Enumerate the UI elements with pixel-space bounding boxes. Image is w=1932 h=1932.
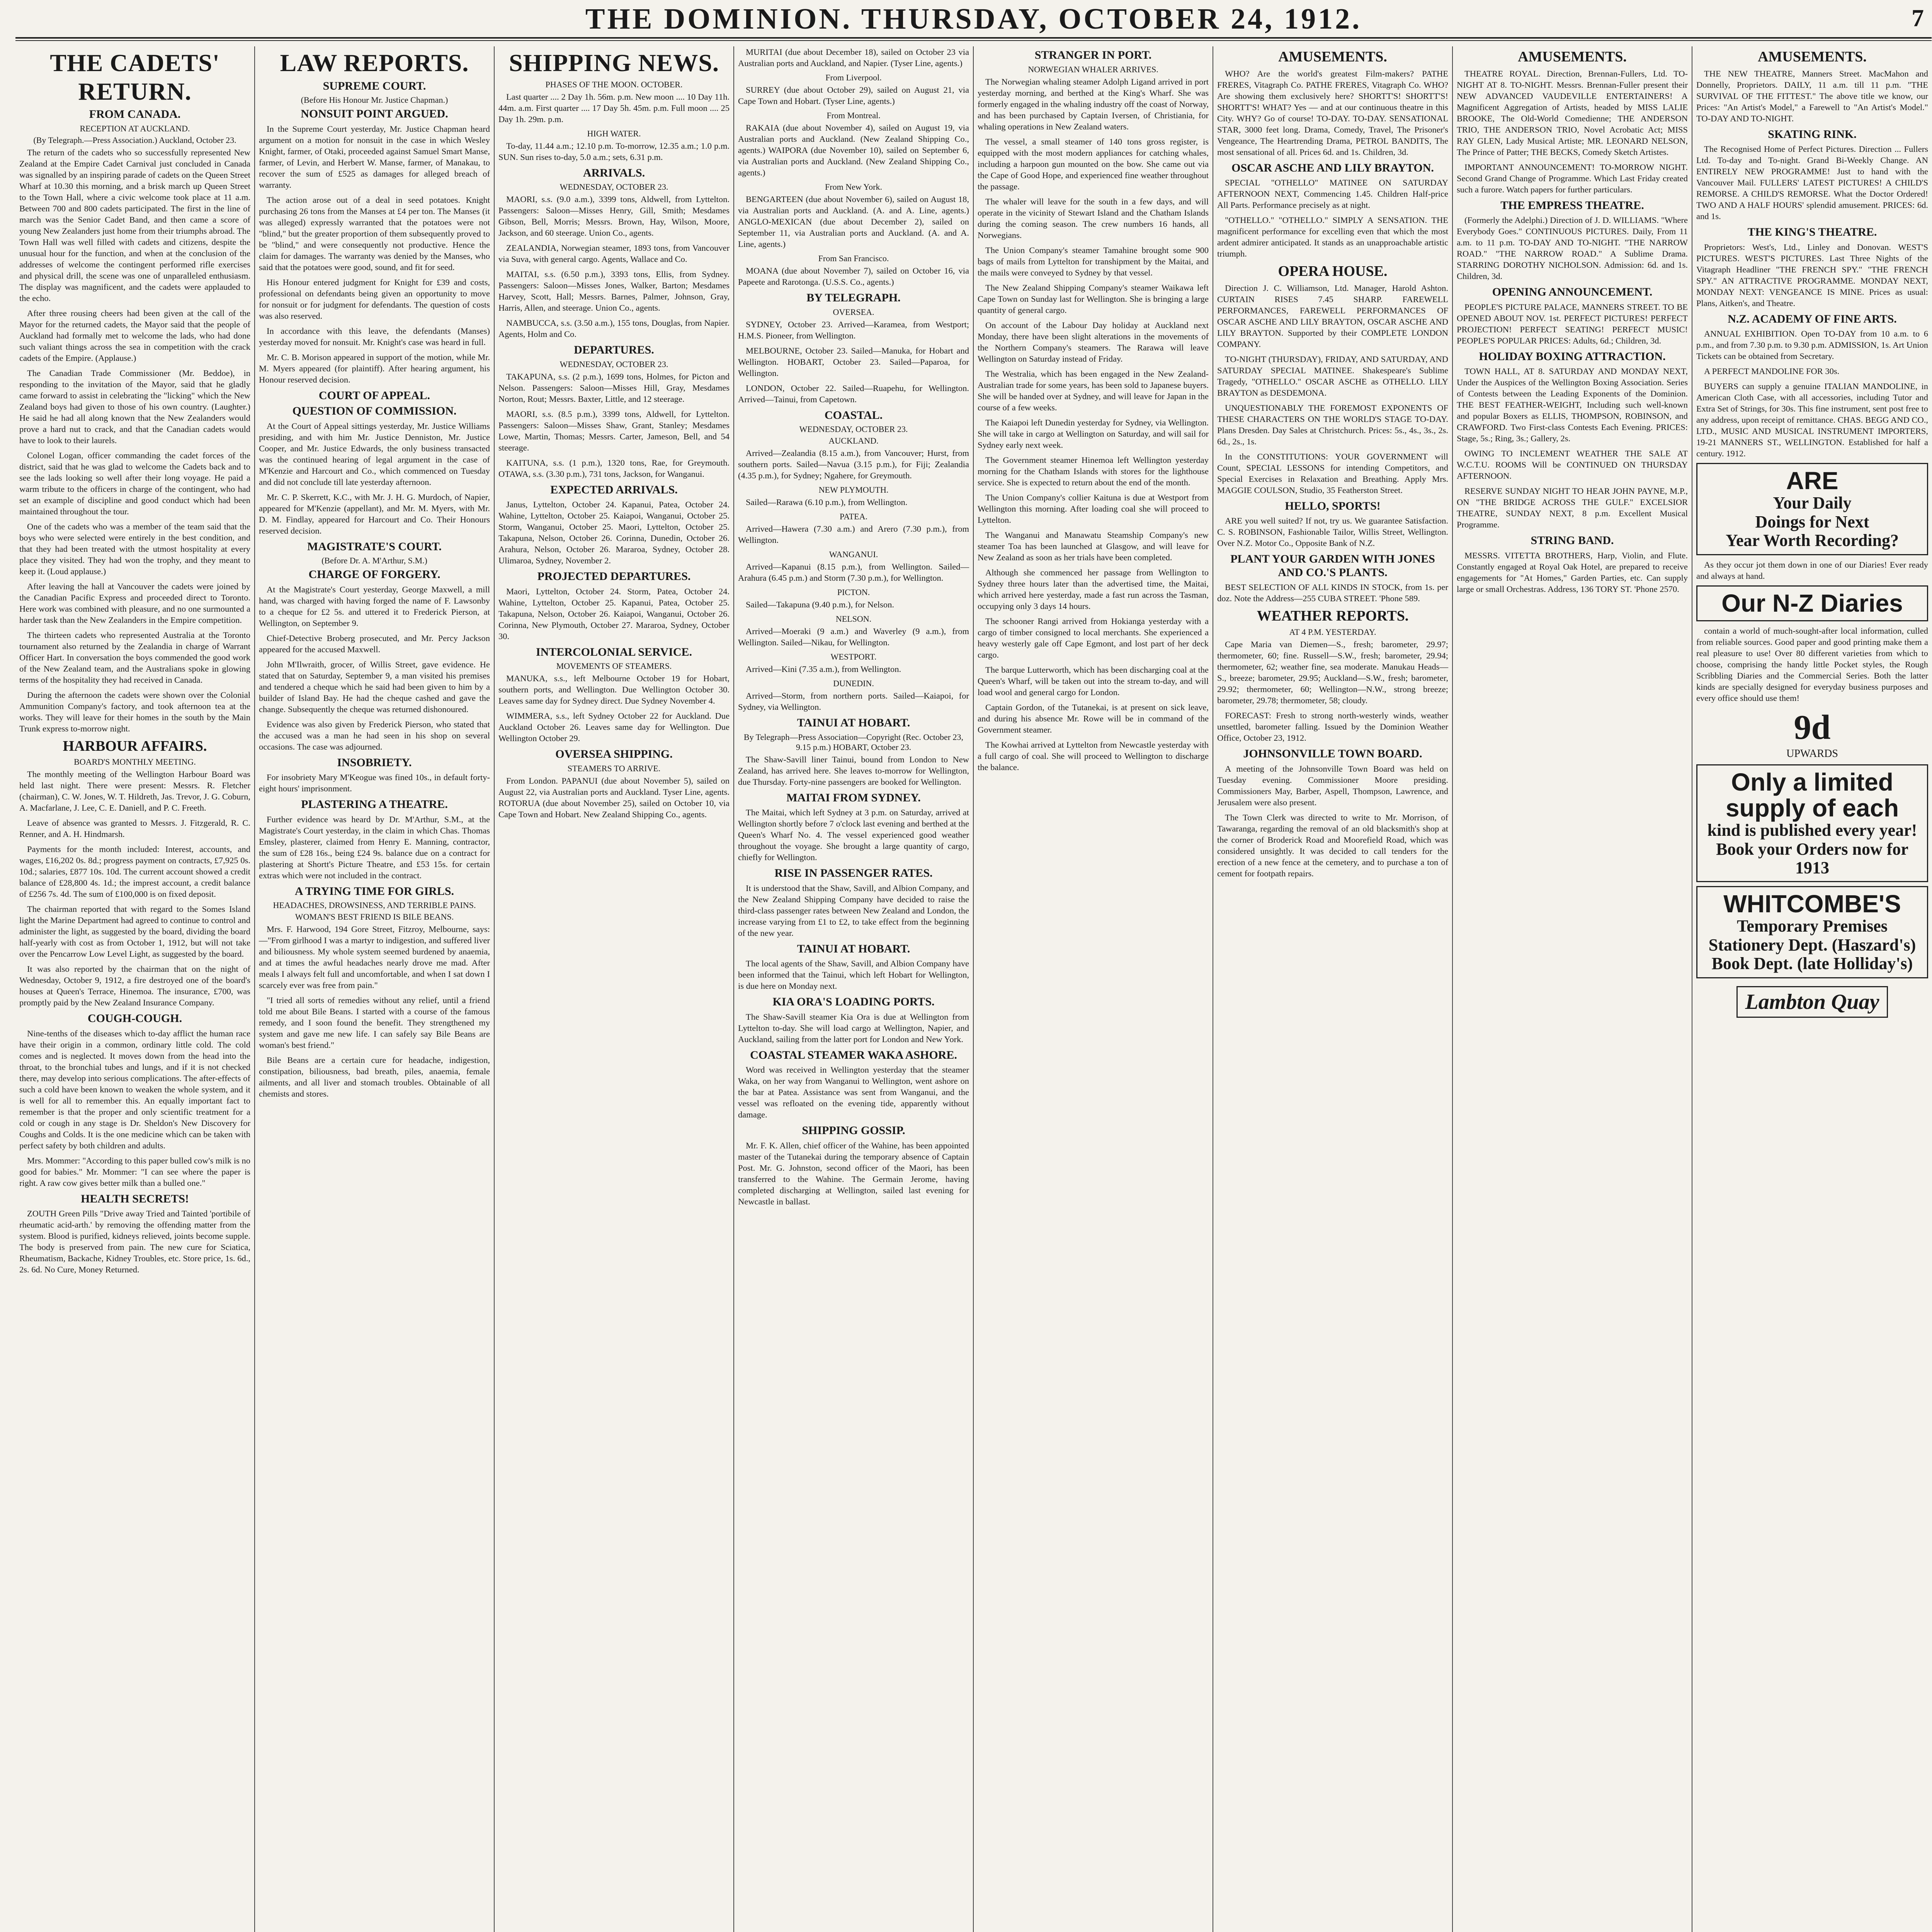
- advertisement-line: WHITCOMBE'S: [1723, 890, 1901, 918]
- subheading: From New York.: [825, 182, 882, 192]
- headline: SHIPPING NEWS.: [509, 49, 719, 77]
- article-paragraph: Further evidence was heard by Dr. M'Arthur, S.M., at the Magistrate's Court yesterday, in the claim in which Chas. Thomas Emsley, plasterer, claimed from Henry E. Manning, contractor, the sum of £28 16s., being £24 9s. balance due on a contract for plastering at Shortt's Picture Theatre, and £53 15s. for certain extras which were not included in the contract.: [259, 814, 490, 880]
- article-paragraph: The return of the cadets who so successfully represented New Zealand at the Empire Cadet Carnival just concluded in Canada was signalled by an inspiring parade of cadets on the Queen Street Wharf at 10.30 this morning, and a brisk march up Queen Street to the Town Hall, where a civic welcome took place at 11 a.m. Between 700 and 800 cadets participated. The first in the line of march was the Senior Cadet Band, and then came a score of young New Zealanders just home from their triumphs abroad. The Town Hall was well filled with cadets and citizens, despite the unusual hour for the function, and when at the conclusion of the addresses of welcome the contingent performed rifle exercises and physical drill, the scene was one of unparalleled enthusiasm. The display was magnificent, and the cadets were applauded to the echo.: [19, 147, 250, 303]
- article-paragraph: A meeting of the Johnsonville Town Board was held on Tuesday evening. Commissioner Moore presiding. Commissioners May, Barber, Aspell, Thompson, Lawrence, and Jerusalem were also present.: [1217, 764, 1448, 807]
- article-paragraph: The New Zealand Shipping Company's steamer Waikawa left Cape Town on Sunday last for Wellington. She is bringing a large quantity of general cargo.: [978, 282, 1209, 315]
- article-paragraph: The thirteen cadets who represented Australia at the Toronto tournament also returned by the Zealandia in charge of Warrant Officer Hart. In conversation the boys commended the good work of the New Zealand team, and the Australians spoke in glowing terms of the hospitality they had received in Canada.: [19, 630, 250, 685]
- article-paragraph: The Westralia, which has been engaged in the New Zealand-Australian trade for some years, has been sold to Japanese buyers. She will be handed over at Sydney, and will leave for Japan in the course of a few weeks.: [978, 369, 1209, 412]
- headline: COUGH-COUGH.: [87, 1012, 182, 1025]
- headline: COURT OF APPEAL.: [318, 389, 430, 402]
- column-8: [1692, 46, 1932, 1932]
- article-paragraph: Maori, Lyttelton, October 24. Storm, Patea, October 24. Wahine, Lyttelton, October 25. Kapanui, Patea, October 25. Takapuna, Nelson, October 26. Kaiapoi, Wanganui, October 26. Corinna, New Plymouth, October 27. Mararoa, Sydney, October 30.: [498, 586, 730, 641]
- article-paragraph: Proprietors: West's, Ltd., Linley and Donovan. WEST'S PICTURES. WEST'S PICTURES. Last Three Nights of the Vitagraph Headliner "THE FRENCH SPY." "THE FRENCH SPY." AN ATTRACTIVE PROGRAMME. MONDAY NEXT, MONDAY NEXT: VENGEANCE IS MINE. Prices as usual: Plans, Aitken's, and Theatre.: [1696, 242, 1928, 308]
- article-paragraph: Colonel Logan, officer commanding the cadet forces of the district, said that he was glad to welcome the Cadets back and to see the lads looking so well after their long voyage. He paid a warm tribute to the officers in charge of the contingent, who had set an example of discipline and good conduct which had been maintained throughout the tour.: [19, 450, 250, 516]
- advertisement-line: Doings for Next: [1755, 512, 1869, 531]
- headline: HOLIDAY BOXING ATTRACTION.: [1479, 350, 1666, 363]
- article-paragraph: BUYERS can supply a genuine ITALIAN MANDOLINE, in American Cloth Case, with all accessories, including Tutor and Extra Set of Strings, for 30s. This fine instrument, sent post free to any address, upon receipt of remittance. CHAS. BEGG AND CO., LTD., MUSIC AND MUSICAL INSTRUMENT IMPORTERS, 19-21 MANNERS ST., WELLINGTON. Established for half a century. 1912.: [1696, 381, 1928, 459]
- column-3: [495, 46, 734, 1932]
- article-paragraph: PEOPLE'S PICTURE PALACE, MANNERS STREET. TO BE OPENED ABOUT NOV. 1st. PERFECT PICTURES! PERFECT PROJECTION! PERFECT SEATING! PERFECT MUSIC! PEOPLE'S POPULAR PRICES: Adults, 6d.; Children, 3d.: [1457, 302, 1688, 345]
- advertisement-block: [1696, 463, 1928, 555]
- subheading: NORWEGIAN WHALER ARRIVES.: [1028, 64, 1158, 74]
- article-paragraph: RESERVE SUNDAY NIGHT TO HEAR JOHN PAYNE, M.P., ON "THE BRIDGE ACROSS THE GULF." EXCELSIOR THEATRE, SUNDAY NEXT, 8 p.m. Excellent Musical Programme.: [1457, 486, 1688, 530]
- column-6: [1213, 46, 1453, 1932]
- article-paragraph: IMPORTANT ANNOUNCEMENT! TO-MORROW NIGHT. Second Grand Change of Programme. Which Last Friday created such a furore. Watch papers for further particulars.: [1457, 162, 1688, 194]
- subheading: HIGH WATER.: [587, 128, 641, 138]
- headline: HARBOUR AFFAIRS.: [63, 738, 207, 754]
- headline: ARRIVALS.: [583, 166, 645, 179]
- subheading: OVERSEA.: [833, 307, 874, 317]
- headline: LAW REPORTS.: [280, 49, 469, 77]
- article-paragraph: BEST SELECTION OF ALL KINDS IN STOCK, from 1s. per doz. Note the Address—255 CUBA STREET. 'Phone 589.: [1217, 582, 1448, 604]
- article-paragraph: It is understood that the Shaw, Savill, and Albion Company, and the New Zealand Shipping Company have decided to raise the third-class passenger rates between New Zealand and London, the increase varying from £1 to £2, to take effect from the beginning of the new year.: [738, 883, 969, 938]
- headline: OSCAR ASCHE AND LILY BRAYTON.: [1231, 161, 1434, 174]
- headline: AMUSEMENTS.: [1278, 49, 1387, 65]
- headline: MAITAI FROM SYDNEY.: [786, 791, 921, 804]
- article-paragraph: Last quarter .... 2 Day 1h. 56m. p.m. New moon .... 10 Day 11h. 44m. a.m. First quarter .... 17 Day 5h. 45m. p.m. Full moon .... 25 Day 1h. 29m. p.m.: [498, 92, 730, 124]
- subheading: HEADACHES, DROWSINESS, AND TERRIBLE PAINS.: [273, 900, 476, 910]
- article-paragraph: MANUKA, s.s., left Melbourne October 19 for Hobart, southern ports, and Wellington. Due Wellington October 30. Leaves same day for Sydney direct. Due Sydney November 4.: [498, 673, 730, 706]
- subheading: (By Telegraph.—Press Association.) Auckland, October 23.: [33, 135, 236, 145]
- masthead-rule: [15, 37, 1932, 39]
- article-paragraph: The Union Company's steamer Tamahine brought some 900 bags of mails from Lyttelton for transhipment by the Maitai, and the mails were conveyed to Sydney by that vessel.: [978, 245, 1209, 277]
- advertisement-block: [1696, 886, 1928, 978]
- advertisement-line: Book your Orders now for 1913: [1716, 839, 1908, 877]
- article-paragraph: The Union Company's collier Kaituna is due at Westport from Wellington this morning. After loading coal she will proceed to Lyttelton.: [978, 492, 1209, 525]
- article-paragraph: Direction J. C. Williamson, Ltd. Manager, Harold Ashton. CURTAIN RISES 7.45 SHARP. FAREWELL PERFORMANCES, FAREWELL PERFORMANCES OF OSCAR ASCHE AND LILY BRAYTON, OSCAR ASCHE AND LILY BRAYTON. Supported by their COMPLETE LONDON COMPANY.: [1217, 283, 1448, 349]
- masthead: [0, 0, 1932, 36]
- article-paragraph: The Shaw-Savill liner Tainui, bound from London to New Zealand, has arrived here. She leaves to-morrow for Wellington, due Thursday. Forty-nine passengers are booked for Wellington.: [738, 754, 969, 787]
- article-paragraph: THEATRE ROYAL. Direction, Brennan-Fullers, Ltd. TO-NIGHT AT 8. TO-NIGHT. Messrs. Brennan-Fuller present their NEW ADVANCED VAUDEVILLE ENTERTAINERS! A Magnificent Aggregation of Artists, headed by MISS LALIE BROOKE, The Old-World Comedienne; THE ANDERSON TRIO, THE ANDERSON TRIO, Novel Acrobatic Act; MISS RAY GLEN, Lady Musical Artiste; MR. LEONARD NELSON, The Prince of Patter; THE BECKS, Comedy Sketch Artistes.: [1457, 68, 1688, 157]
- column-4: [734, 46, 974, 1932]
- headline: WEATHER REPORTS.: [1257, 608, 1409, 624]
- article-paragraph: At the Court of Appeal sittings yesterday, Mr. Justice Williams presiding, and with him Mr. Justice Denniston, Mr. Justice Cooper, and Mr. Justice Edwards, the only business transacted was the continued hearing of legal argument in the case of M'Kenzie and Harcourt and Co., which commenced on Tuesday and did not conclude till late yesterday afternoon.: [259, 421, 490, 487]
- article-paragraph: TO-NIGHT (THURSDAY), FRIDAY, AND SATURDAY, AND SATURDAY SPECIAL MATINEE. Shakespeare's Sublime Tragedy, "OTHELLO." OSCAR ASCHE as OTHELLO. LILY BRAYTON as DESDEMONA.: [1217, 354, 1448, 398]
- subheading: WEDNESDAY, OCTOBER 23.: [560, 182, 668, 192]
- article-paragraph: Arrived—Hawera (7.30 a.m.) and Arero (7.30 p.m.), from Wellington.: [738, 524, 969, 545]
- logo-text: Lambton Quay: [1736, 986, 1888, 1018]
- article-paragraph: For insobriety Mary M'Keogue was fined 10s., in default forty-eight hours' imprisonment.: [259, 772, 490, 794]
- article-paragraph: John M'Ilwraith, grocer, of Willis Street, gave evidence. He stated that on Saturday, September 9, a man visited his premises and tendered a cheque which he said had been given to him by a builder of Island Bay. He had the cheque cashed and gave the change. Subsequently the cheque was returned dishonoured.: [259, 659, 490, 714]
- headline: EXPECTED ARRIVALS.: [550, 483, 678, 496]
- headline: THE CADETS' RETURN.: [50, 49, 220, 105]
- article-paragraph: NAMBUCCA, s.s. (3.50 a.m.), 155 tons, Douglas, from Napier. Agents, Holm and Co.: [498, 318, 730, 339]
- article-paragraph: Captain Gordon, of the Tutanekai, is at present on sick leave, and during his absence Mr. Rowe will be in command of the Government steamer.: [978, 702, 1209, 735]
- article-paragraph: ARE you well suited? If not, try us. We guarantee Satisfaction. C. S. ROBINSON, Fashionable Tailor, Willis Street, Wellington. Over N.Z. Motor Co., Opposite Bank of N.Z.: [1217, 516, 1448, 548]
- article-paragraph: The schooner Rangi arrived from Hokianga yesterday with a cargo of timber consigned to local merchants. She experienced a heavy westerly gale off Cape Egmont, and lost part of her deck cargo.: [978, 616, 1209, 660]
- headline: INSOBRIETY.: [337, 756, 412, 769]
- article-paragraph: The vessel, a small steamer of 140 tons gross register, is equipped with the most modern appliances for catching whales, including a harpoon gun mounted on the bow. She came out via the Cape of Good Hope, and experienced fine weather throughout the passage.: [978, 136, 1209, 191]
- headline: OVERSEA SHIPPING.: [555, 748, 673, 761]
- article-paragraph: Arrived—Kini (7.35 a.m.), from Wellington.: [746, 664, 901, 674]
- article-paragraph: Word was received in Wellington yesterday that the steamer Waka, on her way from Wanganui to Wellington, went ashore on the bar at Patea. Assistance was sent from Wanganui, and the vessel was refloated on the evening tide, apparently without damage.: [738, 1065, 969, 1119]
- article-paragraph: SURREY (due about October 29), sailed on August 21, via Cape Town and Hobart. (Tyser Line, agents.): [738, 85, 969, 106]
- article-paragraph: SYDNEY, October 23. Arrived—Karamea, from Westport; H.M.S. Pioneer, from Wellington.: [738, 319, 969, 340]
- headline: PLASTERING A THEATRE.: [301, 798, 448, 811]
- article-paragraph: Evidence was also given by Frederick Pierson, who stated that the accused was a man he had seen in his shop on several occasions. The case was adjourned.: [259, 719, 490, 752]
- article-paragraph: The Kaiapoi left Dunedin yesterday for Sydney, via Wellington. She will take in cargo at Wellington on Saturday, and will sail for Sydney early next week.: [978, 417, 1209, 450]
- article-paragraph: TOWN HALL, AT 8. SATURDAY AND MONDAY NEXT, Under the Auspices of the Wellington Boxing Association. Series of Contests between the Leading Exponents of the Dominion. THE BEST FEATHER-WEIGHT, Including such well-known and popular Boxers as ELLIS, THOMPSON, ROBINSON, and CRAWFORD. Two First-class Contests Each Evening. PRICES: Stage, 5s.; Ring, 3s.; Gallery, 2s.: [1457, 366, 1688, 444]
- article-paragraph: After three rousing cheers had been given at the call of the Mayor for the returned cadets, the Mayor said that the people of Auckland had formally met to welcome the lads, who had done such valiant things across the sea in competition with the crack cadets of the Empire. (Applause.): [19, 308, 250, 363]
- article-paragraph: "I tried all sorts of remedies without any relief, until a friend told me about Bile Beans. I started with a course of the famous remedy, and I soon found the benefit. They strengthened my system and gave me new life. I can safely say Bile Beans are woman's best friend.": [259, 995, 490, 1050]
- article-paragraph: The Kowhai arrived at Lyttelton from Newcastle yesterday with a full cargo of coal. She will proceed to Wellington to discharge the balance.: [978, 740, 1209, 772]
- headline: DEPARTURES.: [574, 344, 654, 357]
- subheading: STEAMERS TO ARRIVE.: [567, 763, 661, 773]
- subheading: WESTPORT.: [830, 652, 877, 662]
- subheading: AT 4 P.M. YESTERDAY.: [1289, 627, 1376, 637]
- article-paragraph: WHO? Are the world's greatest Film-makers? PATHE FRERES, Vitagraph Co. PATHE FRERES, Vitagraph Co. WHO? Are showing them exclusively here? SHORTT'S! SHORTT'S! SHORTT'S! WHAT? Yes — and at our continuous theatre in this City. WHY? Go of course! TO-DAY. TO-DAY. SENSATIONAL STAR, 3000 feet long. Drama, Comedy, Travel, The Prisoner's Vengeance, The Heartrending Drama, PETROL BANDITS, The most sensational of all. Prices 6d. and 1s. Children, 3d.: [1217, 68, 1448, 157]
- article-paragraph: ZOUTH Green Pills "Drive away Tried and Tainted 'portibile of rheumatic acid-arth.' by removing the offending matter from the system. Blood is purified, kidneys relieved, joints become supple. The body is preserved from pain. The new cure for Sciatica, Rheumatism, Backache, Kidney Troubles, etc. Store price, 1s. 6d., 2s. 6d. No Cure, Money Returned.: [19, 1209, 250, 1275]
- subheading: WEDNESDAY, OCTOBER 23.: [560, 359, 668, 369]
- subheading: BOARD'S MONTHLY MEETING.: [74, 757, 196, 767]
- article-paragraph: BENGARTEEN (due about November 6), sailed on August 18, via Australian ports and Auckland. (A. and A. Line, agents.) ANGLO-MEXICAN (due about December 2), sailed on September 11, via Australian ports and Auckland. (A. and A. Line, agents.): [738, 194, 969, 249]
- advertisement-line: Your Daily: [1773, 493, 1852, 513]
- subheading: AUCKLAND.: [828, 436, 879, 446]
- article-paragraph: Janus, Lyttelton, October 24. Kapanui, Patea, October 24. Wahine, Lyttelton, October 25. Kaiapoi, Wanganui, October 25. Storm, Wanganui, October 25. Maori, Lyttelton, October 25. Takapuna, Nelson, October 26. Corinna, Dunedin, October 26. Arahura, Nelson, October 26. Mararoa, Sydney, October 28. Ulimaroa, Sydney, November 2.: [498, 500, 730, 566]
- article-paragraph: The chairman reported that with regard to the Somes Island light the Marine Department had agreed to continue to control and administer the light, as suggested by the board, dividing the board half-yearly with cost as from October 1, 1912, but will not take over the Pencarrow Low Level Light, as suggested by the board.: [19, 904, 250, 959]
- article-paragraph: OWING TO INCLEMENT WEATHER THE SALE AT W.C.T.U. ROOMS Will be CONTINUED ON THURSDAY AFTERNOON.: [1457, 449, 1688, 481]
- article-paragraph: Arrived—Storm, from northern ports. Sailed—Kaiapoi, for Sydney, via Wellington.: [738, 691, 969, 712]
- article-paragraph: His Honour entered judgment for Knight for £39 and costs, professional on defendants being given an opportunity to move for nonsuit or for judgment for defendants. The question of costs was also reserved.: [259, 277, 490, 321]
- headline: COASTAL.: [824, 408, 883, 422]
- advertisement-line: kind is published every year!: [1707, 821, 1917, 840]
- headline: STRING BAND.: [1531, 534, 1614, 547]
- headline: COASTAL STEAMER WAKA ASHORE.: [750, 1048, 957, 1061]
- advertisement-line: Stationery Dept. (Haszard's): [1708, 935, 1916, 954]
- subheading: From Liverpool.: [825, 73, 882, 82]
- article-paragraph: Bile Beans are a certain cure for headache, indigestion, constipation, biliousness, bad breath, piles, anaemia, female ailments, and all liver and stomach troubles. Obtainable of all chemists and stores.: [259, 1055, 490, 1099]
- page-number: 7: [1912, 4, 1924, 32]
- article-paragraph: Chief-Detective Broberg prosecuted, and Mr. Percy Jackson appeared for the accused Maxwell.: [259, 633, 490, 654]
- article-paragraph: It was also reported by the chairman that on the night of Wednesday, October 9, 1912, a fire destroyed one of the board's houses at Queen's Terrace, Hinemoa. The insurance, £700, was promptly paid by the New Zealand Insurance Company.: [19, 964, 250, 1008]
- headline: BY TELEGRAPH.: [806, 291, 901, 304]
- article-paragraph: MAORI, s.s. (9.0 a.m.), 3399 tons, Aldwell, from Lyttelton. Passengers: Saloon—Misses Henry, Gill, Smith; Mesdames Gibson, Bell, Morris; Messrs. Brown, Hay, Wilson, Moore, Jackson, and 60 steerage. Union Co., agents.: [498, 194, 730, 238]
- headline: JOHNSONVILLE TOWN BOARD.: [1243, 747, 1422, 760]
- headline: TAINUI AT HOBART.: [797, 716, 910, 729]
- headline: AMUSEMENTS.: [1518, 49, 1627, 65]
- article-paragraph: Although she commenced her passage from Wellington to Sydney three hours later than the advertised time, the Maitai, which arrived here yesterday, made a fast run across the Tasman, occupying only 3 days 14 hours.: [978, 567, 1209, 611]
- article-paragraph: Nine-tenths of the diseases which to-day afflict the human race have their origin in a common, ordinary little cold. The cold comes and is neglected. It moves down from the head into the throat, to the bronchial tubes and lungs, and if it is not checked there, may develop into serious complications. The after-effects of such a cold have been known to weaken the whole system, and it is well for all to remember this. An equally important fact to remember is that the proper and only scientific treatment for a cold or cough in any stage is Dr. Sheldon's New Discovery for Coughs and Colds. It is the one medicine which can be taken with perfect safety by both children and adults.: [19, 1028, 250, 1150]
- article-paragraph: During the afternoon the cadets were shown over the Colonial Ammunition Company's factory, and took afternoon tea at the works. They will leave for their homes in the south by the Main Trunk express to-morrow night.: [19, 690, 250, 733]
- advertisement-line: Temporary Premises: [1737, 917, 1888, 936]
- article-paragraph: A PERFECT MANDOLINE FOR 30s.: [1704, 366, 1840, 376]
- subheading: PICTON.: [837, 587, 870, 597]
- article-paragraph: Mr. F. K. Allen, chief officer of the Wahine, has been appointed master of the Tutanekai during the temporary absence of Captain Post. Mr. G. Johnston, second officer of the Maori, has been transferred to the Wahine. The Germain Jerome, having completed discharging at Wellington, sailed last evening for Newcastle in ballast.: [738, 1140, 969, 1206]
- headline: HELLO, SPORTS!: [1285, 499, 1381, 512]
- subheading: By Telegraph—Press Association—Copyright (Rec. October 23, 9.15 p.m.) HOBART, October 23.: [743, 732, 964, 752]
- subheading: From Montreal.: [827, 111, 881, 120]
- article-paragraph: From London. PAPANUI (due about November 5), sailed on August 22, via Australian ports and Auckland. Tyser Line, agents. ROTORUA (due about November 25), sailed on October 10, via Cape Town and Hobart. New Zealand Shipping Co., agents.: [498, 776, 730, 819]
- article-paragraph: Sailed—Takapuna (9.40 p.m.), for Nelson.: [746, 600, 894, 609]
- headline: RISE IN PASSENGER RATES.: [774, 867, 933, 879]
- article-paragraph: UNQUESTIONABLY THE FOREMOST EXPONENTS OF THESE CHARACTERS ON THE WORLD'S STAGE TO-DAY. Plans Dresden. Day Sales at Christchurch. Prices: 5s., 4s., 3s., 2s. 6d., 2s., 1s.: [1217, 403, 1448, 446]
- article-paragraph: MURITAI (due about December 18), sailed on October 23 via Australian ports and Auckland, and Napier. (Tyser Line, agents.): [738, 47, 969, 68]
- subheading: NELSON.: [835, 614, 872, 624]
- article-paragraph: Mrs. F. Harwood, 194 Gore Street, Fitzroy, Melbourne, says:—"From girlhood I was a martyr to indigestion, and suffered liver and biliousness. My whole system seemed burdened by anaemia, and at times the awful headaches nearly drove me mad. After meals I always felt full and uncomfortable, and when I sat down I scarcely ever was free from pain.": [259, 924, 490, 990]
- subheading: PHASES OF THE MOON. OCTOBER.: [545, 79, 683, 89]
- article-paragraph: Arrived—Zealandia (8.15 a.m.), from Vancouver; Hurst, from southern ports. Sailed—Navua (3.15 p.m.), for Fiji; Zealandia (4.35 p.m.), for Sydney; Ngahere, for Greymouth.: [738, 448, 969, 480]
- article-paragraph: Mrs. Mommer: "According to this paper bulled cow's milk is no good for babies." Mr. Mommer: "I can see where the paper is right. A raw cow gives better milk than a bulled one.": [19, 1155, 250, 1188]
- article-paragraph: RAKAIA (due about November 4), sailed on August 19, via Australian ports and Auckland. (New Zealand Shipping Co., agents.) WAIPORA (due November 10), sailed on September 6, via Australian ports and Auckland. (New Zealand Shipping Co., agents.): [738, 123, 969, 177]
- column-5: [974, 46, 1213, 1932]
- headline: MAGISTRATE'S COURT.: [307, 540, 442, 553]
- subheading: PATEA.: [840, 512, 867, 521]
- headline: CHARGE OF FORGERY.: [308, 568, 440, 581]
- article-paragraph: Cape Maria van Diemen—S., fresh; barometer, 29.97; thermometer, 60; fine. Russell—S.W., fresh; barometer, 29.94; thermometer, 62; weather fine, sea moderate. Manukau Heads—S., breeze; barometer, 29.95; Auckland—S.W., fresh; barometer, 29.92; thermometer, 60; Wellington—N.W., strong breeze; barometer, 29.78; thermometer, 58; cloudy.: [1217, 639, 1448, 706]
- headline: A TRYING TIME FOR GIRLS.: [294, 884, 454, 898]
- article-paragraph: MESSRS. VITETTA BROTHERS, Harp, Violin, and Flute. Constantly engaged at Royal Oak Hotel, are prepared to receive engagements for "At Homes," Garden Parties, etc. Can supply large or small Orchestras. Address, 136 TORY ST. 'Phone 2570.: [1457, 550, 1688, 594]
- column-2: [255, 46, 495, 1932]
- article-paragraph: MAITAI, s.s. (6.50 p.m.), 3393 tons, Ellis, from Sydney. Passengers: Saloon—Misses Jones, Walker, Barton; Mesdames Harvey, Scott, Hall; Messrs. Barnes, Palmer, Johnson, Gray, Harris, Allen, and steerage. Union Co., agents.: [498, 269, 730, 313]
- article-paragraph: One of the cadets who was a member of the team said that the boys who were selected were entirely in the best condition, and that they had been treated with the utmost hospitality at every place they visited. They had won the trophy, and they meant to keep it. (Loud applause.): [19, 521, 250, 576]
- headline: SUPREME COURT.: [323, 79, 426, 92]
- advertisement-block: [1696, 764, 1928, 883]
- subheading: RECEPTION AT AUCKLAND.: [80, 123, 190, 133]
- article-paragraph: contain a world of much-sought-after local information, culled from reliable sources. Good paper and good printing make them a real pleasure to use! Over 80 different varieties from which to choose, comprising the handy little Pocket styles, the Rough Scribbling Diaries and the Commercial Series. Both the latter kinds are specially designed for everyday business purposes and every office should use them!: [1696, 626, 1928, 703]
- article-paragraph: "OTHELLO." "OTHELLO." SIMPLY A SENSATION. THE magnificent performance for excelling even that which the most ardent admirer anticipated. It stands as an unapproachable artistic triumph.: [1217, 215, 1448, 259]
- headline: THE EMPRESS THEATRE.: [1500, 199, 1644, 212]
- article-paragraph: In accordance with this leave, the defendants (Manses) yesterday moved for nonsuit. Mr. Knight's case was heard in full.: [259, 326, 490, 347]
- headline: SKATING RINK.: [1768, 128, 1857, 141]
- article-paragraph: ANNUAL EXHIBITION. Open TO-DAY from 10 a.m. to 6 p.m., and from 7.30 p.m. to 9.30 p.m. ADMISSION, 1s. Art Union Tickets can be obtained from Secretary.: [1696, 329, 1929, 361]
- article-paragraph: MOANA (due about November 7), sailed on October 16, via Papeete and Rarotonga. (U.S.S. Co., agents.): [738, 266, 969, 287]
- subheading: (Before Dr. A. M'Arthur, S.M.): [321, 556, 427, 566]
- article-paragraph: At the Magistrate's Court yesterday, George Maxwell, a mill hand, was charged with having forged the name of F. Lawsonby to a cheque for £2 5s. and uttered it to Frederick Pierson, at Wellington, on September 9.: [259, 584, 490, 628]
- article-paragraph: The monthly meeting of the Wellington Harbour Board was held last night. There were present: Messrs. R. Fletcher (chairman), C. W. Jones, W. T. Hildreth, Jas. Trevor, J. G. Coburn, A. Macfarlane, J. Lee, C. E. Daniell, and P. C. Freeth.: [19, 769, 250, 813]
- headline: SHIPPING GOSSIP.: [802, 1124, 905, 1137]
- article-paragraph: The Maitai, which left Sydney at 3 p.m. on Saturday, arrived at Wellington shortly before 7 o'clock last evening and berthed at the Queen's Wharf No. 4. The vessel experienced good weather throughout the voyage. She brought a large quantity of cargo, chiefly for Wellington.: [738, 808, 969, 862]
- subheading: WANGANUI.: [829, 549, 878, 559]
- article-paragraph: THE NEW THEATRE, Manners Street. MacMahon and Donnelly, Proprietors. DAILY, 11 a.m. till 11 p.m. "THE SURVIVAL OF THE FITTEST." The above title we know, our Prices: "An Artist's Model," a Farewell to "An Artist's Model." TO-DAY AND TO-NIGHT.: [1696, 68, 1928, 123]
- price-value: 9d: [1794, 708, 1831, 747]
- advertisement-line: Year Worth Recording?: [1725, 531, 1899, 550]
- article-paragraph: On account of the Labour Day holiday at Auckland next Monday, there have been slight alterations in the movements of the Northern Company's steamers. The Rarawa will leave Wellington on Saturday instead of Friday.: [978, 320, 1209, 364]
- headline: TAINUI AT HOBART.: [797, 942, 910, 955]
- price-note: UPWARDS: [1786, 747, 1838, 760]
- article-paragraph: TAKAPUNA, s.s. (2 p.m.), 1699 tons, Holmes, for Picton and Nelson. Passengers: Saloon—Misses Hill, Gray, Mesdames Norton, Rout; Messrs. Baxter, Little, and 12 steerage.: [498, 371, 730, 404]
- subheading: WEDNESDAY, OCTOBER 23.: [799, 424, 908, 434]
- article-paragraph: WIMMERA, s.s., left Sydney October 22 for Auckland. Due Auckland October 26. Leaves same day for Wellington. Due Wellington October 29.: [498, 711, 730, 743]
- article-paragraph: The Recognised Home of Perfect Pictures. Direction ... Fullers Ltd. To-day and To-night. Grand Bi-Weekly Change. AN ENTIRELY NEW PROGRAMME! Just to hand with the Vancouver Mail. FULLERS' LATEST PICTURES! A CHILD'S REMORSE. A CHILD'S REMORSE. What the Doctor Ordered! TWO AND A HALF HOURS' splendid amusement. PRICES: 6d. and 1s.: [1696, 144, 1928, 221]
- article-paragraph: Sailed—Rarawa (6.10 p.m.), from Wellington.: [746, 497, 908, 507]
- advertisement-line: Our N-Z Diaries: [1721, 589, 1903, 617]
- article-paragraph: In the Supreme Court yesterday, Mr. Justice Chapman heard argument on a motion for nonsuit in the case in which Wesley Knight, farmer, of Otaki, proceeded against Samuel Smart Manse, farmer, of Levin, and Herbert W. Manse, farmer, of Manakau, to recover the sum of £525 as damages for alleged breach of warranty.: [259, 124, 490, 190]
- article-paragraph: FORECAST: Fresh to strong north-westerly winds, weather unsettled, barometer falling. Issued by the Dominion Weather Office, October 23, 1912.: [1217, 711, 1448, 743]
- subheading: From San Francisco.: [818, 253, 889, 263]
- subheading: WOMAN'S BEST FRIEND IS BILE BEANS.: [295, 912, 454, 922]
- headline: INTERCOLONIAL SERVICE.: [536, 645, 692, 658]
- advertisement-line: Only a limited supply of each: [1725, 768, 1899, 822]
- headline: QUESTION OF COMMISSION.: [292, 405, 457, 418]
- article-paragraph: In the CONSTITUTIONS: YOUR GOVERNMENT will Count, SPECIAL LESSONS for intending Competitors, and Special Exercises in Relaxation and Breathing. Apply Mrs. MAGGIE COULSON, Studio, 35 Featherston Street.: [1217, 451, 1448, 495]
- article-paragraph: ZEALANDIA, Norwegian steamer, 1893 tons, from Vancouver via Suva, with general cargo. Agents, Wallace and Co.: [498, 243, 730, 264]
- article-paragraph: KAITUNA, s.s. (1 p.m.), 1320 tons, Rae, for Greymouth. OTAWA, s.s. (3.30 p.m.), 731 tons, Jackson, for Wanganui.: [498, 457, 730, 479]
- price-badge: [1696, 707, 1928, 760]
- article-paragraph: The Shaw-Savill steamer Kia Ora is due at Wellington from Lyttelton to-day. She will load cargo at Wellington, Napier, and Auckland, sailing from the latter port for London and New York.: [738, 1012, 969, 1044]
- subheading: MOVEMENTS OF STEAMERS.: [556, 661, 672, 671]
- article-paragraph: The Norwegian whaling steamer Adolph Ligand arrived in port yesterday morning, and berthed at the King's Wharf. She was formerly engaged in the whaling industry off the coast of Norway, and has been purchased by Captain Iversen, of Christiania, for whaling operations in New Zealand waters.: [978, 77, 1209, 131]
- article-paragraph: Leave of absence was granted to Messrs. J. Fitzgerald, R. C. Renner, and A. H. Hindmarsh.: [19, 818, 250, 839]
- advertisement-line: Book Dept. (late Holliday's): [1711, 954, 1913, 973]
- headline: THE KING'S THEATRE.: [1747, 226, 1877, 239]
- subheading: (Before His Honour Mr. Justice Chapman.): [301, 95, 448, 105]
- headline: HEALTH SECRETS!: [81, 1192, 189, 1205]
- article-paragraph: SPECIAL "OTHELLO" MATINEE ON SATURDAY AFTERNOON NEXT, Commencing 1.45. Children Half-price All Parts. Performance precisely as at night.: [1217, 178, 1448, 210]
- article-paragraph: The barque Lutterworth, which has been discharging coal at the Queen's Wharf, will be taken out into the stream to-day, and will load wool and general cargo for London.: [978, 665, 1209, 697]
- lambton-quay-logo: [1696, 982, 1928, 1018]
- article-paragraph: The action arose out of a deal in seed potatoes. Knight purchasing 26 tons from the Manses at £4 per ton. The Manses (it was alleged) expressly warranted that the potatoes were not "blind," but the greater proportion of them subsequently proved to be "blind," and were consequently not productive. Hence the claim for damages. The warranty was denied by the Manses, who said that the potatoes were good, sound, and fit for seed.: [259, 195, 490, 272]
- article-paragraph: Arrived—Kapanui (8.15 p.m.), from Wellington. Sailed—Arahura (6.45 p.m.) and Storm (7.30 p.m.), for Wellington.: [738, 562, 969, 583]
- newspaper-title: THE DOMINION. THURSDAY, OCTOBER 24, 1912.: [585, 3, 1362, 35]
- page-columns: [15, 46, 1932, 1932]
- article-paragraph: MELBOURNE, October 23. Sailed—Manuka, for Hobart and Wellington. HOBART, October 23. Sailed—Paparoa, for Wellington.: [738, 345, 969, 378]
- headline: STRANGER IN PORT.: [1034, 49, 1152, 61]
- masthead-rule-thin: [15, 40, 1932, 41]
- article-paragraph: Mr. C. P. Skerrett, K.C., with Mr. J. H. G. Murdoch, of Napier, appeared for M'Kenzie (appellant), and Mr. M. Myers, with Mr. D. M. Findlay, appeared for Harcourt and Co. Their Honours reserved decision.: [259, 492, 490, 536]
- article-paragraph: Payments for the month included: Interest, accounts, and wages, £16,202 0s. 8d.; progress payment on contracts, £7,925 0s. 10d.; salaries, £877 10s. 10d. The current account showed a credit balance of £28,800 4s. 1d.; the imprest account, a credit balance of £256 7s. 4d. The sum of £100,000 is on fixed deposit.: [19, 844, 250, 899]
- headline: PROJECTED DEPARTURES.: [537, 570, 691, 583]
- article-paragraph: After leaving the hall at Vancouver the cadets were joined by the Canadian Pacific Express and proceeded direct to Toronto. Here work was combined with pleasure, and no one surmounted a harder task than the New Zealanders in the Empire competition.: [19, 581, 250, 625]
- article-paragraph: As they occur jot them down in one of our Diaries! Ever ready and always at hand.: [1696, 560, 1928, 581]
- subheading: NEW PLYMOUTH.: [818, 485, 889, 495]
- article-paragraph: Mr. C. B. Morison appeared in support of the motion, while Mr. M. Myers appeared (for plaintiff). After hearing argument, his Honour reserved decision.: [259, 352, 490, 384]
- article-paragraph: MAORI, s.s. (8.5 p.m.), 3399 tons, Aldwell, for Lyttelton. Passengers: Saloon—Misses Shaw, Grant, Stanley; Mesdames Lowe, Martin, Thomas; Messrs. Carter, Jameson, Bell, and 54 steerage.: [498, 409, 730, 452]
- column-1: [15, 46, 255, 1932]
- column-7: [1453, 46, 1692, 1932]
- article-paragraph: Arrived—Moeraki (9 a.m.) and Waverley (9 a.m.), from Wellington. Sailed—Nikau, for Wellington.: [738, 626, 969, 647]
- article-paragraph: The Government steamer Hinemoa left Wellington yesterday morning for the Chatham Islands with stores for the lighthouse service. She is expected to return about the end of the month.: [978, 455, 1209, 487]
- article-paragraph: The Wanganui and Manawatu Steamship Company's new steamer Toa has been launched at Glasgow, and will leave for New Zealand as soon as her trials have been completed.: [978, 530, 1209, 562]
- advertisement-block: [1696, 585, 1928, 621]
- headline: N.Z. ACADEMY OF FINE ARTS.: [1728, 312, 1897, 325]
- headline: PLANT YOUR GARDEN WITH JONES AND CO.'S PLANTS.: [1230, 553, 1435, 579]
- headline: KIA ORA'S LOADING PORTS.: [772, 995, 935, 1008]
- headline: AMUSEMENTS.: [1758, 49, 1867, 65]
- headline: NONSUIT POINT ARGUED.: [301, 107, 448, 121]
- article-paragraph: To-day, 11.44 a.m.; 12.10 p.m. To-morrow, 12.35 a.m.; 1.0 p.m. SUN. Sun rises to-day, 5.0 a.m.; sets, 6.31 p.m.: [498, 141, 730, 162]
- article-paragraph: The Town Clerk was directed to write to Mr. Morrison, of Tawaranga, regarding the removal of an old blacksmith's shop at the corner of Broderick Road and Moorefield Road, which was considered unsightly. It was decided to call tenders for the erection of a new fence at the cemetery, and to purchase a ton of cement for footpath repairs.: [1217, 812, 1448, 878]
- article-paragraph: The local agents of the Shaw, Savill, and Albion Company have been informed that the Tainui, which left Hobart for Wellington, is due here on Monday next.: [738, 959, 969, 991]
- subheading: DUNEDIN.: [833, 679, 874, 688]
- article-paragraph: The whaler will leave for the south in a few days, and will operate in the vicinity of Stewart Island and the Chatham Islands during the coming season. The crew numbers 16 hands, all Norwegians.: [978, 196, 1209, 240]
- article-paragraph: (Formerly the Adelphi.) Direction of J. D. WILLIAMS. "Where Everybody Goes." CONTINUOUS PICTURES. Daily, From 11 a.m. to 11 p.m. TO-DAY AND TO-NIGHT. "THE NARROW ROAD." "THE NARROW ROAD." A Sublime Drama. STARRING DOROTHY NICHOLSON. Admission: 6d. and 1s. Children, 3d.: [1457, 215, 1688, 281]
- headline: FROM CANADA.: [89, 108, 181, 121]
- article-paragraph: LONDON, October 22. Sailed—Ruapehu, for Wellington. Arrived—Tainui, from Capetown.: [738, 383, 969, 404]
- advertisement-line: ARE: [1786, 467, 1838, 495]
- headline: OPENING ANNOUNCEMENT.: [1492, 286, 1653, 299]
- article-paragraph: The Canadian Trade Commissioner (Mr. Beddoe), in responding to the invitation of the Mayor, said that he gladly came forward to assist in celebrating the "licking" which the New Zealand boys had given to those of his own country. (Laughter.) He said he had all along known that the New Zealanders would prove a hard nut to crack, and that the Canadian cadets would have to look to their laurels.: [19, 368, 250, 445]
- headline: OPERA HOUSE.: [1278, 263, 1388, 280]
